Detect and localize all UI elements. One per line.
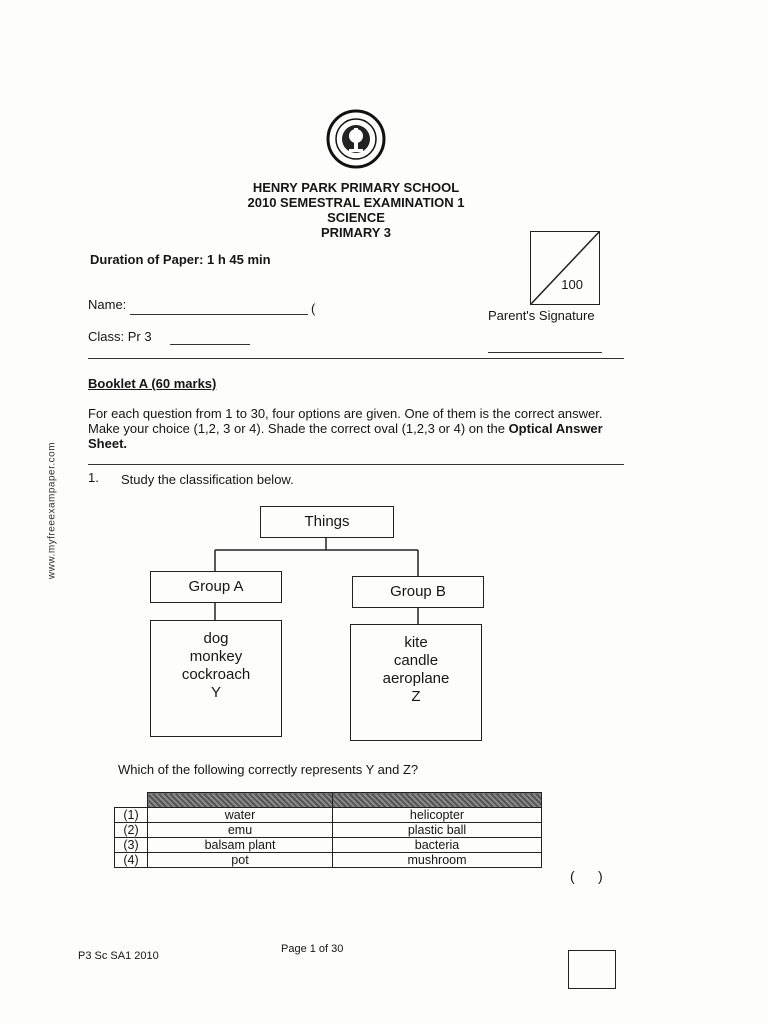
question-prompt: Study the classification below. [121,472,294,487]
website-watermark [22,430,82,600]
answer-parentheses[interactable]: ( ) [570,868,603,884]
option-row[interactable] [115,838,542,853]
options-table [114,792,542,868]
group-b-item: aeroplane [382,670,450,687]
group-b-item: kite [404,634,428,651]
level-title: PRIMARY 3 [320,225,392,240]
score-diagonal [531,232,599,304]
node-group-a: Group A [150,571,282,603]
page-number: Page 1 of 30 [281,943,344,955]
option-y: emu [148,823,333,838]
subject-title: SCIENCE [327,210,385,225]
option-row[interactable] [115,853,542,868]
instructions-divider [88,464,624,465]
option-row[interactable] [115,823,542,838]
instructions [88,406,628,451]
question-ask: Which of the following correctly represents Y and Z? [118,762,419,777]
score-box [530,231,600,305]
option-y: pot [148,853,333,868]
classification-diagram [130,500,510,745]
parent-signature-label: Parent's Signature [488,308,595,323]
option-number: (3) [115,838,148,853]
watermark-text: www.myfreeexampaper.com [46,441,58,580]
group-a-item: dog [203,630,229,647]
parent-signature-line [488,352,602,353]
group-b-members [350,624,482,741]
school-name: HENRY PARK PRIMARY SCHOOL [252,180,460,195]
marks-box[interactable] [568,950,616,989]
option-row[interactable] [115,808,542,823]
class-line [170,344,250,345]
header-cell [115,793,148,808]
option-z: plastic ball [333,823,542,838]
name-paren: ( [311,301,316,316]
class-label: Class: Pr 3 [88,329,152,344]
score-total: 100 [561,277,583,292]
option-y: water [148,808,333,823]
options-header-row [115,793,542,808]
node-group-b: Group B [352,576,484,608]
booklet-title: Booklet A (60 marks) [88,376,217,391]
school-crest-logo [325,108,387,170]
group-a-item: Y [210,684,221,701]
option-number: (2) [115,823,148,838]
option-z: helicopter [333,808,542,823]
group-a-item: monkey [189,648,243,665]
question-number: 1. [88,470,99,485]
name-label: Name: [88,297,127,312]
duration-label: Duration of Paper: 1 h 45 min [90,252,271,267]
paper-code: P3 Sc SA1 2010 [78,950,159,962]
option-y: balsam plant [148,838,333,853]
instructions-text: For each question from 1 to 30, four options are given. One of them is the correct answer. Make your choice (1,2, 3 or 4). Shade the correct oval (1,2,3 or 4) on the [88,406,603,436]
group-b-item: Z [411,688,421,705]
node-things: Things [260,506,394,538]
option-number: (4) [115,853,148,868]
option-z: bacteria [333,838,542,853]
name-line [130,314,308,315]
exam-title: 2010 SEMESTRAL EXAMINATION 1 [247,195,465,210]
group-a-members [150,620,282,737]
header-divider [88,358,624,359]
optical-answer-sheet-text: Optical Answer Sheet. [88,421,603,451]
option-z: mushroom [333,853,542,868]
option-number: (1) [115,808,148,823]
group-a-item: cockroach [181,666,251,683]
header-cell-y [148,793,333,808]
group-b-item: candle [393,652,439,669]
header-cell-z [333,793,542,808]
